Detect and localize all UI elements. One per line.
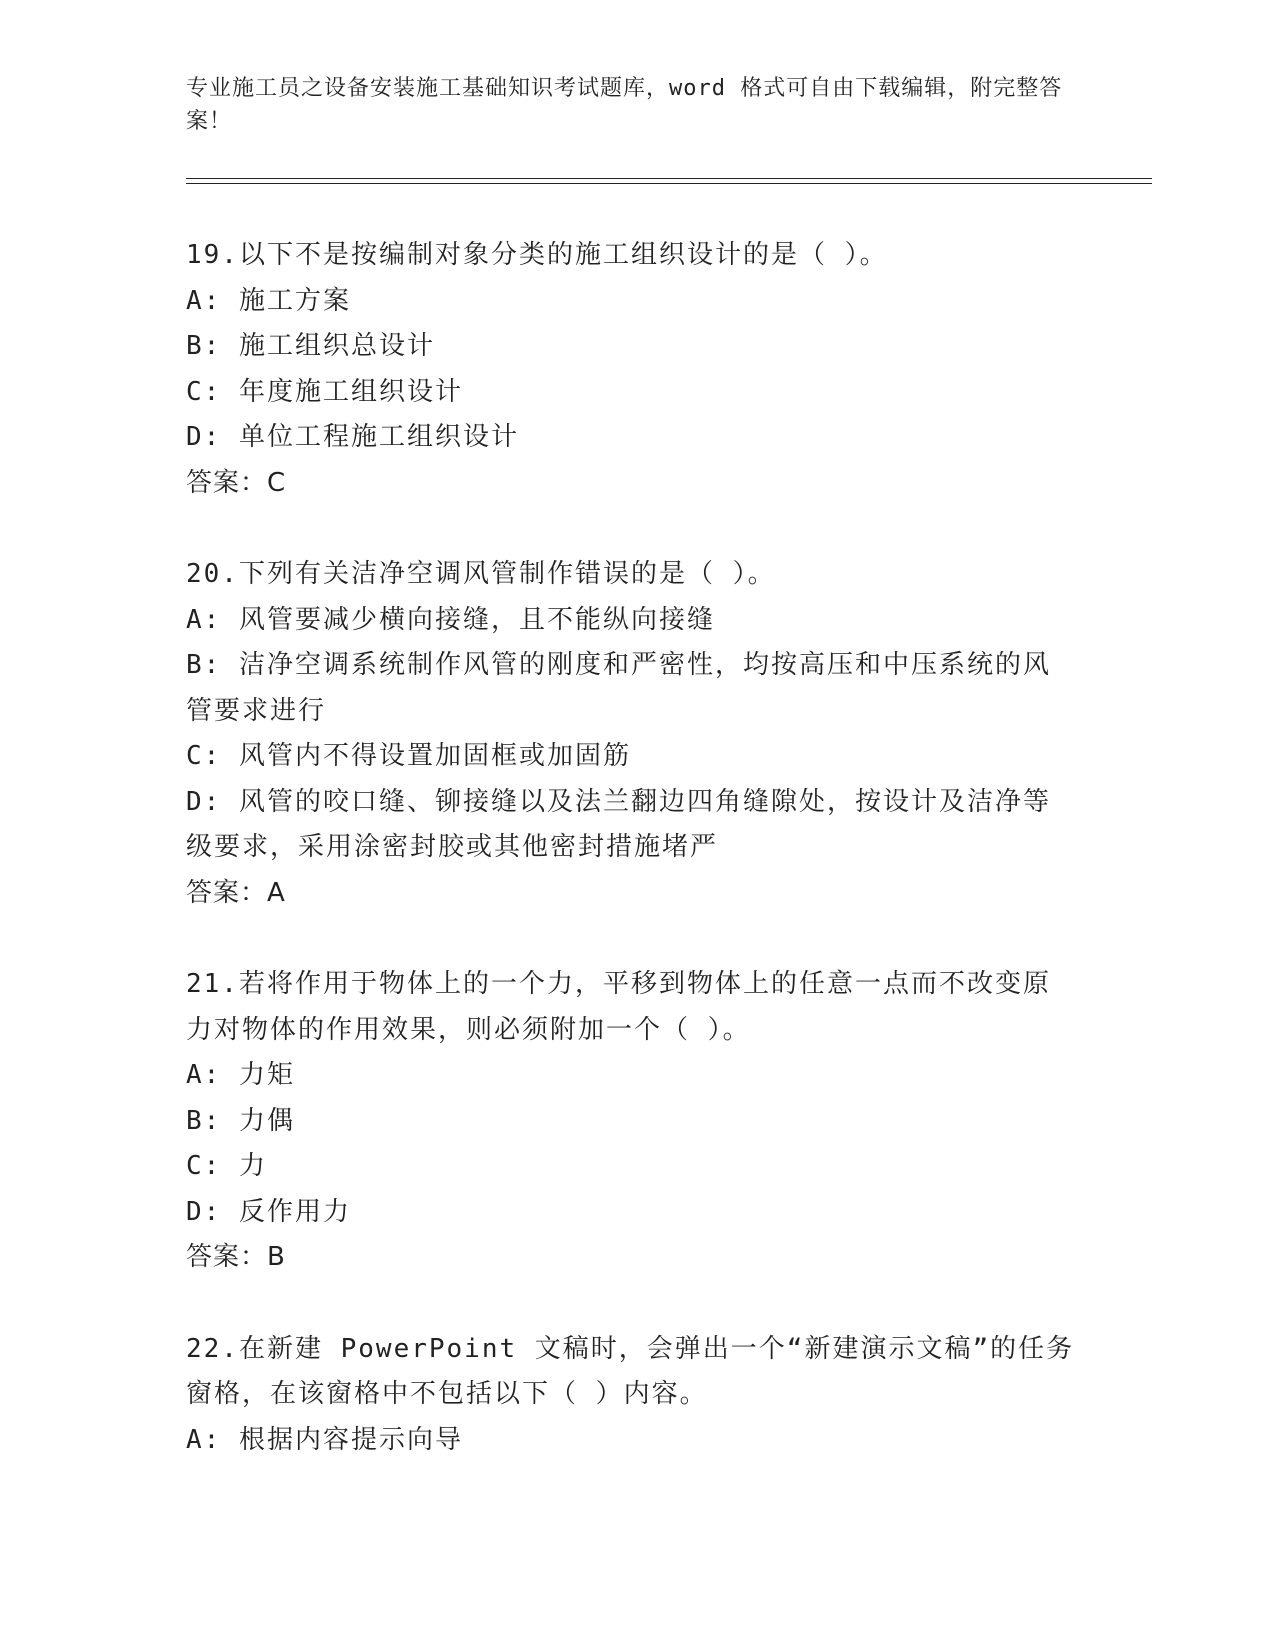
answer: 答案：B: [186, 1242, 286, 1272]
question-22: [186, 1327, 1076, 1464]
question-stem: 20.下列有关洁净空调风管制作错误的是（ ）。: [186, 559, 776, 589]
question-19: [186, 233, 1076, 506]
answer: 答案：A: [186, 877, 286, 908]
option-c: C: 年度施工组织设计: [186, 376, 463, 407]
question-stem: 19.以下不是按编制对象分类的施工组织设计的是（ ）。: [186, 240, 888, 270]
option-b: B: 力偶: [186, 1105, 295, 1136]
option-b: B: 洁净空调系统制作风管的刚度和严密性，均按高压和中压系统的风管要求进行: [186, 650, 1051, 726]
document-header: [186, 72, 1066, 138]
option-a: A: 风管要减少横向接缝，且不能纵向接缝: [186, 604, 715, 635]
question-20: [186, 552, 1076, 916]
header-divider-top: [186, 178, 1152, 179]
option-c: C: 力: [186, 1151, 267, 1181]
option-a: A: 根据内容提示向导: [186, 1424, 463, 1455]
option-d: D: 单位工程施工组织设计: [186, 422, 519, 452]
option-b: B: 施工组织总设计: [186, 331, 435, 361]
header-text: 专业施工员之设备安装施工基础知识考试题库，word 格式可自由下载编辑，附完整答案！: [186, 76, 1063, 134]
question-stem: 22.在新建 PowerPoint 文稿时，会弹出一个“新建演示文稿”的任务窗格，在该窗格中不包括以下（ ）内容。: [186, 1333, 1075, 1409]
question-21: [186, 962, 1076, 1281]
answer: 答案：C: [186, 467, 287, 498]
option-d: D: 风管的咬口缝、铆接缝以及法兰翻边四角缝隙处，按设计及洁净等级要求，采用涂密封胶或其他密封措施堵严: [186, 786, 1051, 862]
question-list: [186, 233, 1076, 1509]
option-a: A: 力矩: [186, 1060, 295, 1090]
option-d: D: 反作用力: [186, 1196, 351, 1227]
option-c: C: 风管内不得设置加固框或加固筋: [186, 741, 631, 771]
option-a: A: 施工方案: [186, 285, 351, 316]
question-stem: 21.若将作用于物体上的一个力，平移到物体上的任意一点而不改变原力对物体的作用效果，则必须附加一个（ ）。: [186, 969, 1051, 1045]
header-divider-bottom: [186, 183, 1152, 184]
